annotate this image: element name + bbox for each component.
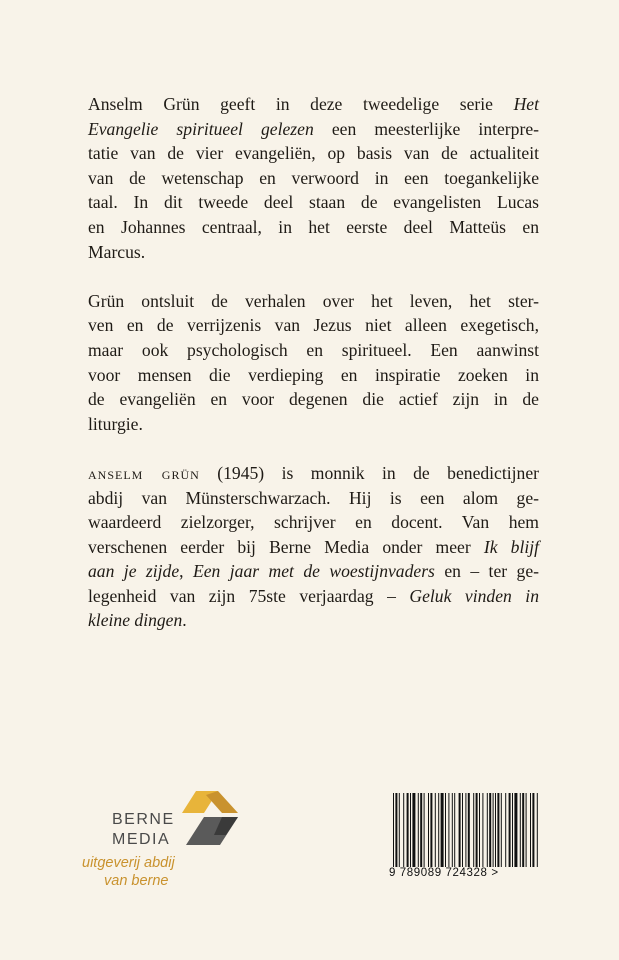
publisher-name-line1: BERNE bbox=[112, 811, 175, 828]
author-bio: anselm grün (1945) is monnik in de benedictijner abdij van Münsterschwarzach. Hij is een alom ge- waardeerd zielzorger, schrijver en docent. Van hem verschenen eerder bij Berne Media onder meer Ik blijf aan je zijde, Een jaar met de woestijnvaders en – ter ge- legenheid van zijn 75ste verjaardag – Geluk vinden in kleine dingen. bbox=[88, 462, 540, 631]
publisher-tagline-line2: van berne bbox=[104, 873, 169, 889]
isbn-barcode bbox=[391, 793, 539, 893]
author-name: anselm grün bbox=[88, 462, 200, 483]
blurb-paragraph-2: Grün ontsluit de verhalen over het leven, het ster- ven en de verrijzenis van Jezus niet alleen exegetisch, maar ook psychologisch en spiritueel. Een aanwinst voor mensen die verdieping en inspiratie zoeken in de evangeliën en voor degenen die actief zijn in de liturgie. bbox=[88, 290, 539, 434]
blurb-text bbox=[88, 92, 539, 658]
blurb-paragraph-1: Anselm Grün geeft in deze tweedelige serie Het Evangelie spiritueel gelezen een meesterlijke interpre- tatie van de vier evangeliën, op basis van de actualiteit van de wetenschap en verwoord in een toegankelijke taal. In dit tweede deel staan de evangelisten Lucas en Johannes centraal, in het eerste deel Matteüs en Marcus. bbox=[88, 94, 539, 262]
publisher-tagline-line1: uitgeverij abdij bbox=[82, 855, 175, 871]
berne-media-logo-mark-icon bbox=[182, 783, 240, 853]
publisher-logo bbox=[82, 783, 252, 893]
publisher-name-line2: MEDIA bbox=[112, 831, 171, 848]
barcode-bars bbox=[391, 793, 539, 867]
isbn-number: 9 789089 724328 > bbox=[389, 867, 499, 879]
